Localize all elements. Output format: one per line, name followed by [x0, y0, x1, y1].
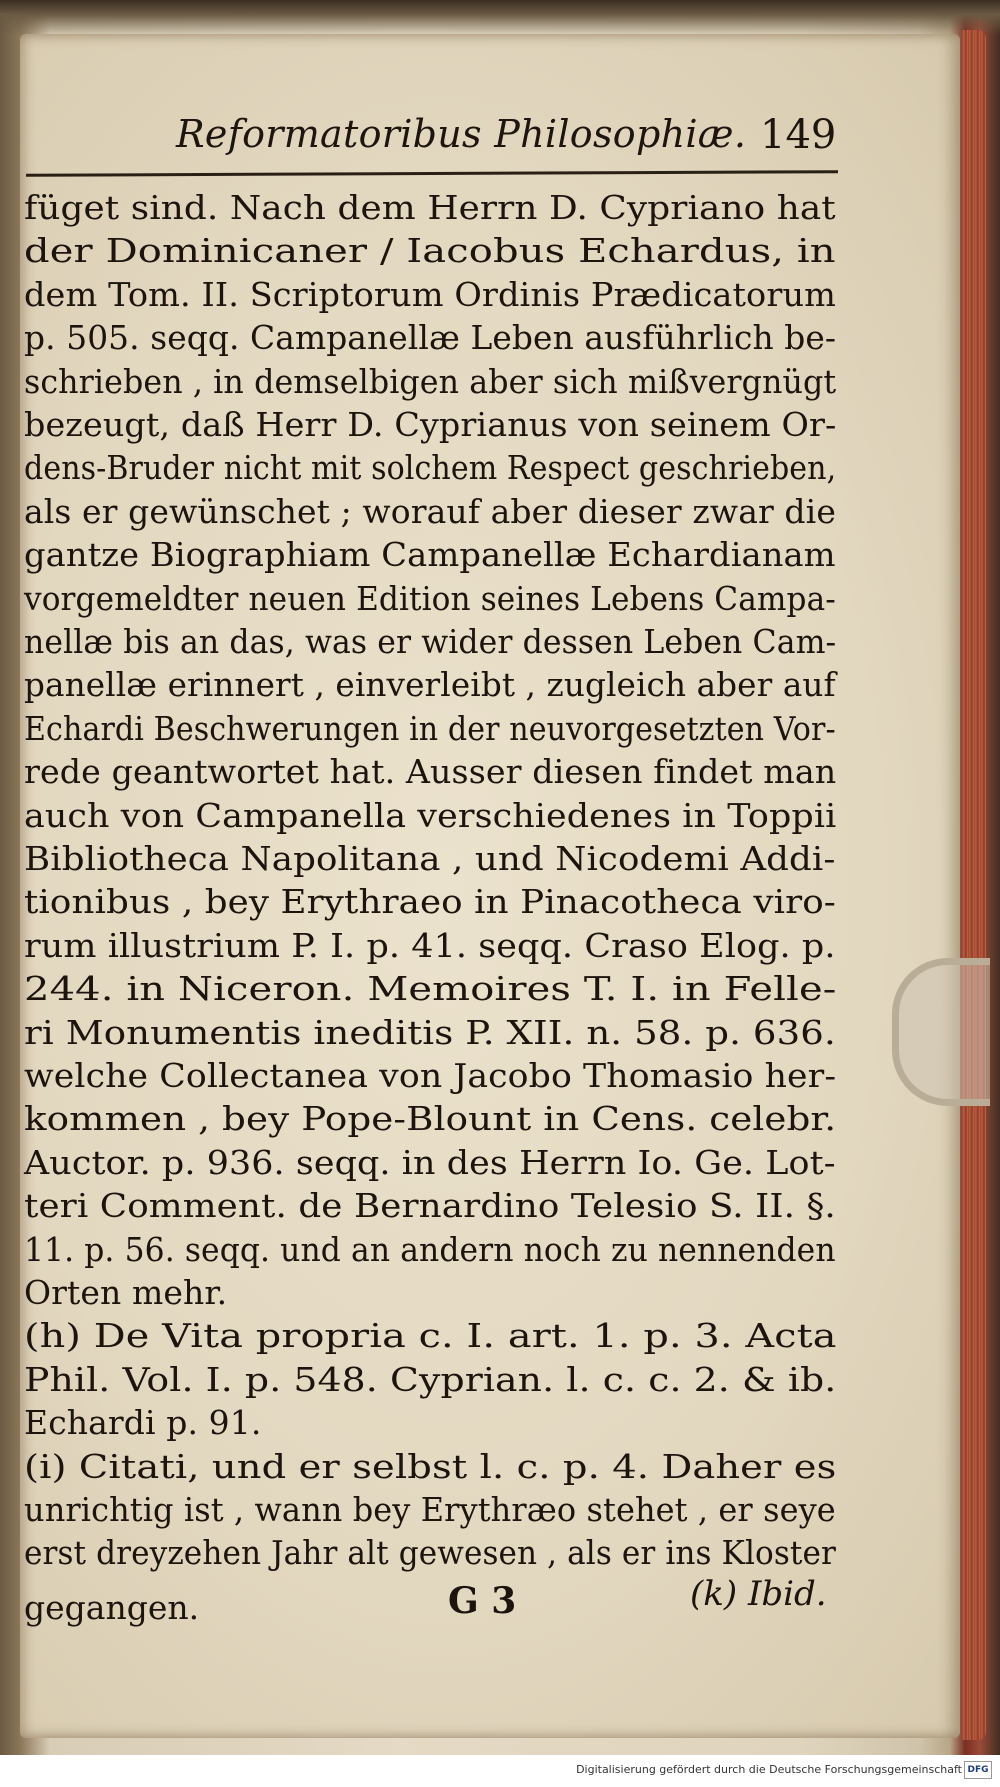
digitization-note: Digitalisierung gefördert durch die Deutsche Forschungsgemeinschaft	[576, 1763, 962, 1776]
page-title: Reformatoribus Philosophiæ.	[176, 112, 747, 156]
text-line: rede geantwortet hat. Ausser diesen findet man	[24, 752, 837, 792]
text-line: nellæ bis an das, was er wider dessen Leben Cam-	[24, 622, 837, 661]
text-line: Auctor. p. 936. seqq. in des Herrn Io. Ge. Lot-	[24, 1142, 836, 1182]
running-head	[20, 112, 840, 172]
text-line: 11. p. 56. seqq. und an andern noch zu nennenden	[24, 1229, 836, 1269]
text-line: erst dreyzehen Jahr alt gewesen , als er ins Kloster	[24, 1533, 836, 1573]
signature-mark: G 3	[448, 1580, 517, 1622]
text-line: teri Comment. de Bernardino Telesio S. II. §.	[24, 1186, 836, 1226]
text-line: dens-Bruder nicht mit solchem Respect geschrieben,	[24, 448, 837, 488]
text-line: welche Collectanea von Jacobo Thomasio her-	[24, 1056, 837, 1095]
text-line: Phil. Vol. I. p. 548. Cyprian. l. c. c. 2. & ib.	[24, 1359, 837, 1399]
text-line: vorgemeldter neuen Edition seines Lebens Campa-	[24, 578, 836, 618]
page-edge-red	[962, 30, 986, 1740]
text-line: bezeugt, daß Herr D. Cyprianus von seinem Or-	[24, 405, 837, 444]
text-line: (i) Citati, und er selbst l. c. p. 4. Daher es	[24, 1446, 837, 1486]
text-line: p. 505. seqq. Campanellæ Leben ausführlich be-	[24, 318, 837, 358]
text-line: rum illustrium P. I. p. 41. seqq. Craso Elog. p.	[24, 925, 836, 965]
text-line: unrichtig ist , wann bey Erythræo stehet , er seye	[24, 1490, 836, 1529]
text-line: gantze Biographiam Campanellæ Echardianam	[24, 535, 836, 575]
page-number: 149	[760, 112, 837, 158]
text-line: füget sind. Nach dem Herrn D. Cypriano hat	[24, 188, 836, 227]
last-line-text: gegangen.	[24, 1588, 200, 1627]
text-line: ri Monumentis ineditis P. XII. n. 58. p. 636.	[24, 1012, 836, 1052]
text-line: auch von Campanella verschiedenes in Toppii	[24, 795, 837, 835]
text-line: schrieben , in demselbigen aber sich mißvergnügt	[24, 361, 837, 401]
text-line: tionibus , bey Erythraeo in Pinacotheca viro-	[24, 882, 836, 922]
top-shadow	[0, 0, 1000, 36]
text-line: der Dominicaner / Iacobus Echardus, in	[24, 231, 836, 271]
digitization-footer	[0, 1755, 1000, 1787]
text-line: als er gewünschet ; worauf aber dieser zwar die	[24, 491, 836, 531]
text-line: Echardi p. 91.	[24, 1403, 262, 1443]
text-line: dem Tom. II. Scriptorum Ordinis Prædicatorum	[24, 274, 836, 314]
catchword: (k) Ibid.	[690, 1574, 827, 1614]
dfg-logo: DFG	[964, 1761, 992, 1779]
text-line: panellæ erinnert , einverleibt , zugleich aber auf	[24, 665, 836, 705]
text-line: kommen , bey Pope-Blount in Cens. celebr.	[24, 1099, 837, 1139]
text-line: Orten mehr.	[24, 1273, 228, 1312]
text-line: Echardi Beschwerungen in der neuvorgesetzten Vor-	[24, 708, 836, 748]
text-line: 244. in Niceron. Memoires T. I. in Felle-	[24, 969, 837, 1009]
text-line: Bibliotheca Napolitana , und Nicodemi Addi-	[24, 839, 836, 878]
book-clasp	[892, 958, 990, 1106]
text-line: (h) De Vita propria c. I. art. 1. p. 3. Acta	[24, 1316, 837, 1356]
